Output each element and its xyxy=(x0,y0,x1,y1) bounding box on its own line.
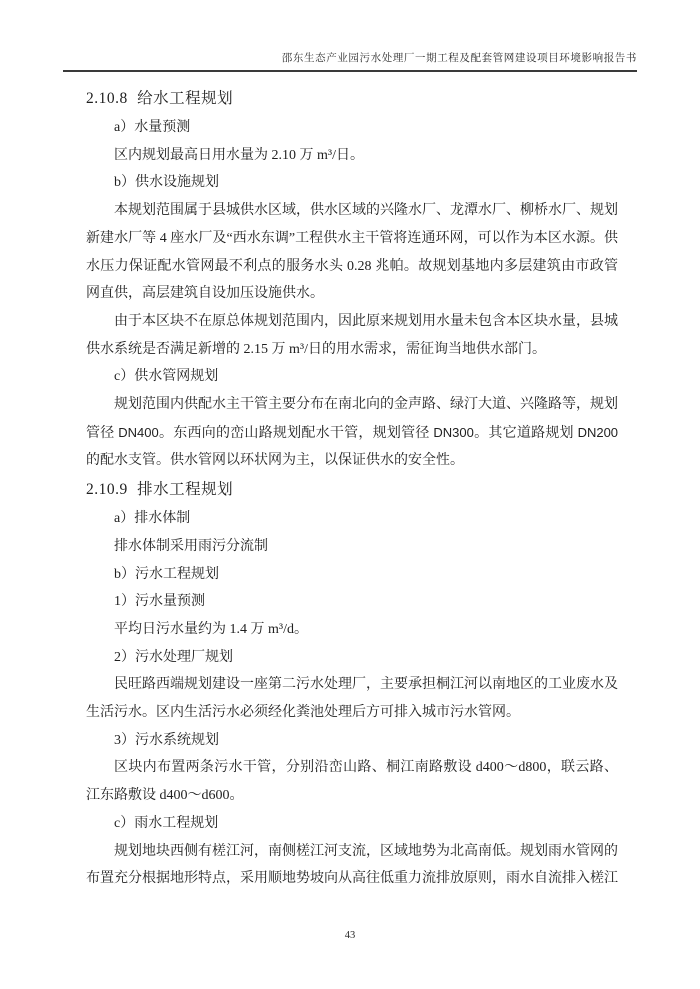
text-segment-dn200: DN200 xyxy=(577,424,619,440)
para-water-demand-consult: 由于本区块不在原总体规划范围内，因此原来规划用水量未包含本区块水量，县城供水系统是否满足新增的 2.15 万 m³/日的用水需求，需征询当地供水部门。 xyxy=(86,313,618,357)
page-header xyxy=(63,50,637,72)
text-segment-dn400: DN400 xyxy=(118,424,159,440)
text-segment: 。其它道路规划 xyxy=(473,425,578,441)
text-segment: 。东西向的峦山路规划配水干管，规划管径 xyxy=(158,425,434,441)
text-segment-dn300: DN300 xyxy=(433,424,474,440)
para-sewage-trunk-pipes: 区块内布置两条污水干管，分别沿峦山路、桐江南路敷设 d400～d800，联云路、江东路敷设 d400～d600。 xyxy=(86,760,618,804)
section-heading-drainage: 2.10.9 排水工程规划 xyxy=(86,481,234,499)
para-second-sewage-plant: 民旺路西端规划建设一座第二污水处理厂，主要承担桐江河以南地区的工业废水及生活污水。区内生活污水必须经化粪池处理后方可排入城市污水管网。 xyxy=(86,677,618,721)
sub-heading-water-supply-facilities: b）供水设施规划 xyxy=(114,175,219,191)
sub-heading-rainwater-engineering: c）雨水工程规划 xyxy=(114,815,219,831)
sub-heading-sewage-system-planning: 3）污水系统规划 xyxy=(114,732,219,748)
sub-heading-sewage-engineering: b）污水工程规划 xyxy=(114,566,219,582)
page-number: 43 xyxy=(344,930,356,941)
header-title: 邵东生态产业园污水处理厂一期工程及配套管网建设项目环境影响报告书 xyxy=(281,53,637,64)
text-segment: 规划范围内供配水主干管主要分布在南北向的金声路、绿汀大道、兴隆路等，规划管径 xyxy=(86,397,618,441)
para-water-supply-area: 本规划范围属于县城供水区域，供水区域的兴隆水厂、龙潭水厂、柳桥水厂、规划新建水厂等 4 座水厂及“西水东调”工程供水主干管将连通环网，可以作为本区水源。供水压力保证配水管网最不利点的服务水头 0.28 兆帕。故规划基地内多层建筑由市政管网直供，高层建筑自设加压设施供水。 xyxy=(86,203,618,302)
sub-heading-sewage-volume-forecast: 1）污水量预测 xyxy=(114,594,205,610)
para-rain-sewage-separation: 排水体制采用雨污分流制 xyxy=(114,538,268,554)
para-average-daily-sewage: 平均日污水量约为 1.4 万 m³/d。 xyxy=(114,621,308,637)
sub-heading-drainage-system: a）排水体制 xyxy=(114,511,191,527)
sub-heading-sewage-plant-planning: 2）污水处理厂规划 xyxy=(114,649,233,665)
text-segment: 的配水支管。供水管网以环状网为主，以保证供水的安全性。 xyxy=(86,453,464,469)
sub-heading-water-volume-forecast: a）水量预测 xyxy=(114,120,191,135)
sub-heading-water-pipe-network: c）供水管网规划 xyxy=(114,369,219,385)
para-rainwater-gravity-flow: 规划地块西侧有槎江河，南侧槎江河支流，区域地势为北高南低。规划雨水管网的布置充分根据地形特点，采用顺地势坡向从高往低重力流排放原则，雨水自流排入槎江 xyxy=(86,843,618,887)
para-max-daily-water-use: 区内规划最高日用水量为 2.10 万 m³/日。 xyxy=(114,147,364,163)
para-water-pipe-network xyxy=(86,391,618,475)
section-heading-water-supply: 2.10.8 给水工程规划 xyxy=(86,90,234,107)
document-body xyxy=(86,84,618,893)
